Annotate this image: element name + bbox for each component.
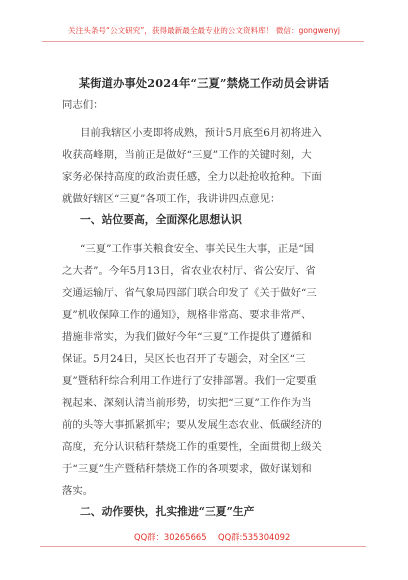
footer xyxy=(0,531,408,545)
paragraph-line: 目前我辖区小麦即将成熟，预计5月底至6月初将进入 xyxy=(80,127,322,139)
paragraph-line: 前的头等大事抓紧抓牢；要从发展生态农业、低碳经济的 xyxy=(62,419,322,431)
paragraph-line: 收获高峰期，当前正是做好“三夏”工作的关键时刻，大 xyxy=(62,149,312,161)
paragraph-line: 落实。 xyxy=(62,485,94,497)
document-title: 某街道办事处2024年“三夏”禁烧工作动员会讲话 xyxy=(78,76,330,90)
qq-group-2: QQ群:535304092 xyxy=(218,532,291,542)
paragraph-line: 保证。5月24日，吴区长也召开了专题会，对全区“三 xyxy=(62,353,306,365)
paragraph-line: 视起来、深刻认清当前形势，切实把“三夏”工作作为当 xyxy=(62,397,312,409)
paragraph-line: 之大者”。今年5月13日，省农业农村厅、省公安厅、省 xyxy=(62,265,316,277)
paragraph-line: 夏”暨秸秆综合利用工作进行了安排部署。我们一定要重 xyxy=(62,375,317,387)
qq-group-1: QQ群：30265665 xyxy=(134,532,207,542)
paragraph-line: 高度，充分认识秸秆禁烧工作的重要性，全面贯彻上级关 xyxy=(62,441,322,453)
salutation: 同志们： xyxy=(62,99,104,111)
paragraph-line: 交通运输厅、省气象局四部门联合印发了《关于做好“三 xyxy=(62,287,317,299)
paragraph-line: “三夏”工作事关粮食安全、事关民生大事，正是“国 xyxy=(80,243,315,255)
paragraph-line: 夏”机收保障工作的通知》，规格非常高、要求非常严、 xyxy=(62,309,312,321)
paragraph-line: 于“三夏”生产暨秸秆禁烧工作的各项要求，做好谋划和 xyxy=(62,463,312,475)
paragraph-line: 就做好辖区“三夏”各项工作，我讲讲四点意见： xyxy=(62,193,281,205)
footer-divider xyxy=(40,546,366,547)
header-divider xyxy=(42,41,364,42)
paragraph-line: 措施非常实，为我们做好今年“三夏”工作提供了遵循和 xyxy=(62,331,312,343)
section-heading: 二、动作要快，扎实推进“三夏”生产 xyxy=(80,505,255,518)
paragraph-line: 家务必保持高度的政治责任感，全力以赴抢收抢种。下面 xyxy=(62,171,322,183)
header-banner: 关注头条号“公文研究”，获得最新最全最专业的公文资料库！ 微信：gongwenyj xyxy=(68,26,340,35)
section-heading: 一、站位要高，全面深化思想认识 xyxy=(80,213,242,226)
